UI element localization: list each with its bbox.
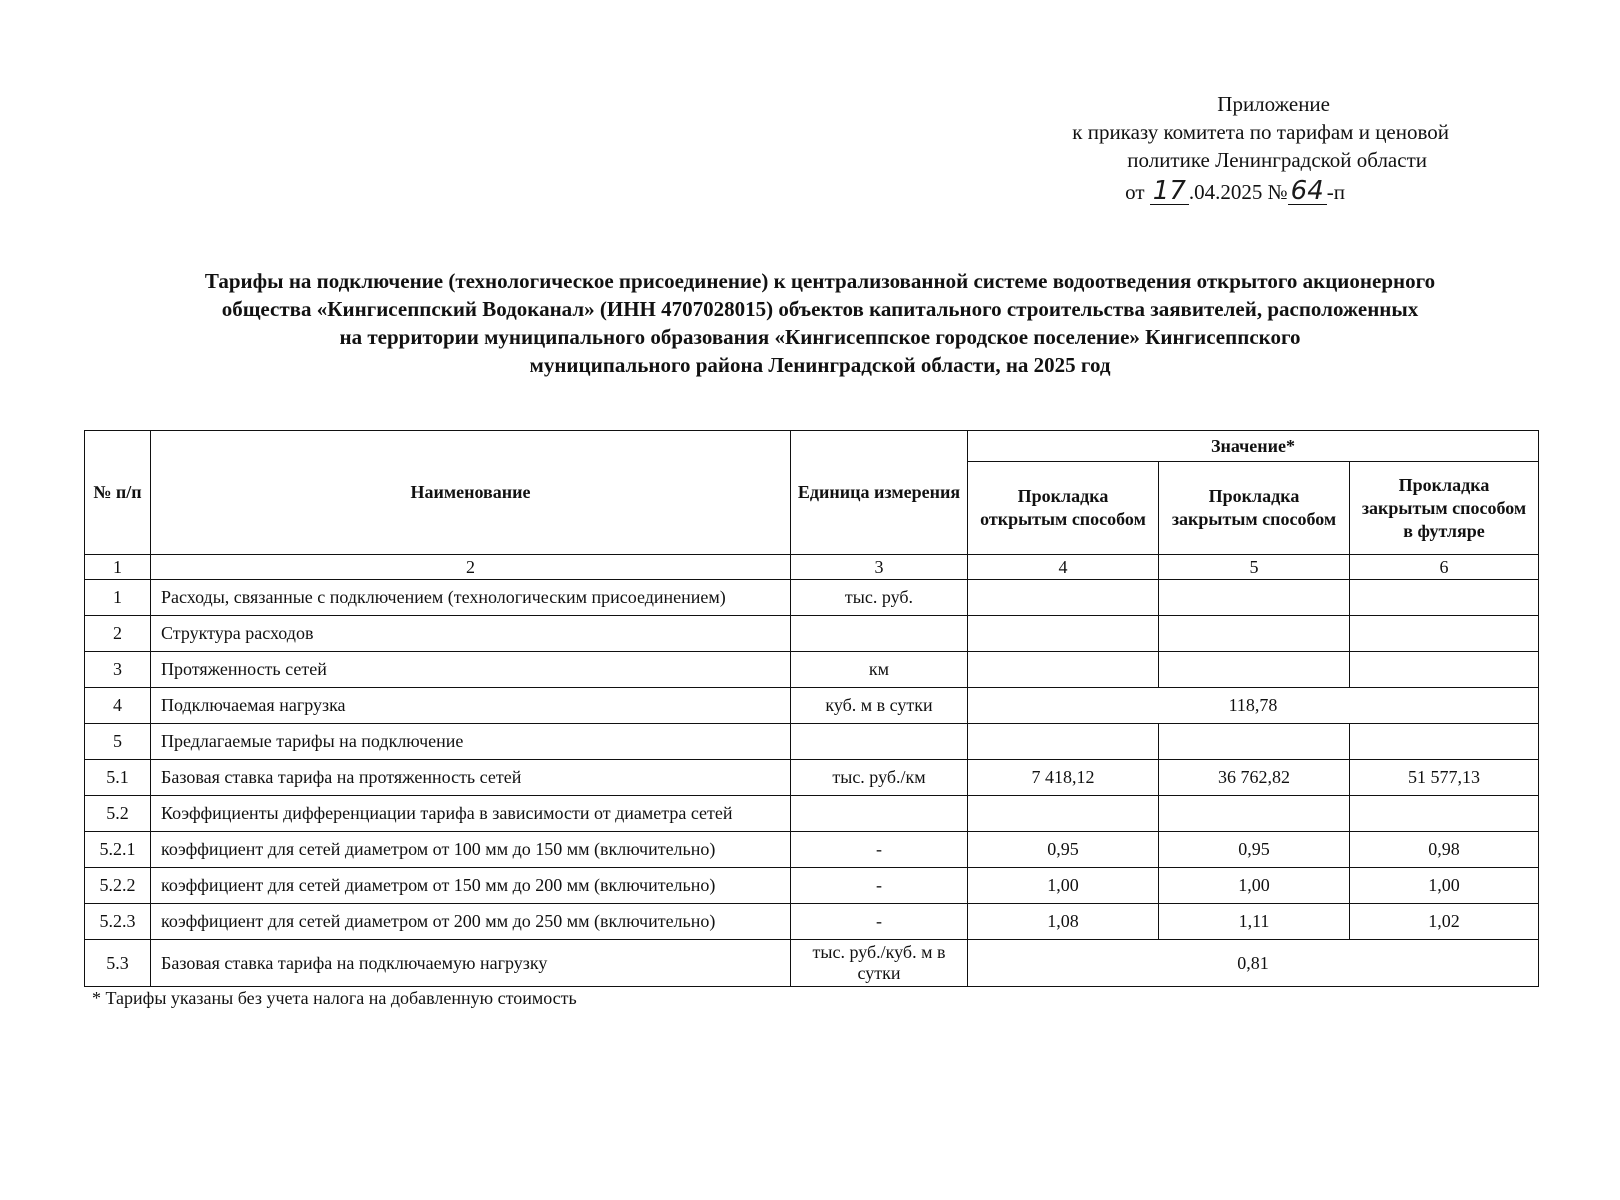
row-unit: тыс. руб.	[791, 580, 968, 616]
title-line: муниципального района Ленинградской области, на 2025 год	[529, 353, 1111, 377]
row-number: 5	[85, 724, 151, 760]
row-name: коэффициент для сетей диаметром от 100 мм до 150 мм (включительно)	[151, 832, 791, 868]
footnote: * Тарифы указаны без учета налога на добавленную стоимость	[92, 988, 577, 1008]
row-value-casing	[1350, 616, 1539, 652]
row-value-closed: 36 762,82	[1159, 760, 1350, 796]
row-name: Подключаемая нагрузка	[151, 688, 791, 724]
row-value-open: 0,95	[968, 832, 1159, 868]
row-name: Протяженность сетей	[151, 652, 791, 688]
header-unit: Единица измерения	[791, 431, 968, 555]
table-row	[85, 796, 1539, 832]
row-value-casing: 1,02	[1350, 904, 1539, 940]
column-number: 6	[1350, 555, 1539, 580]
row-number: 2	[85, 616, 151, 652]
table-row	[85, 580, 1539, 616]
row-name: Коэффициенты дифференциации тарифа в зависимости от диаметра сетей	[151, 796, 791, 832]
row-value-closed	[1159, 724, 1350, 760]
column-number: 5	[1159, 555, 1350, 580]
table-row	[85, 868, 1539, 904]
row-value-casing	[1350, 652, 1539, 688]
row-value-closed	[1159, 616, 1350, 652]
row-name: Базовая ставка тарифа на подключаемую нагрузку	[151, 940, 791, 987]
table-row	[85, 832, 1539, 868]
row-name: Базовая ставка тарифа на протяженность сетей	[151, 760, 791, 796]
row-value-casing: 51 577,13	[1350, 760, 1539, 796]
row-value-casing	[1350, 796, 1539, 832]
table-row	[85, 940, 1539, 987]
header-casing: Прокладка закрытым способом в футляре	[1350, 462, 1539, 555]
row-number: 4	[85, 688, 151, 724]
header-closed: Прокладка закрытым способом	[1159, 462, 1350, 555]
title-line: общества «Кингисеппский Водоканал» (ИНН 4707028015) объектов капитального строительства заявителей, расположенных	[221, 297, 1419, 321]
table-body	[85, 555, 1539, 987]
order-date-rest: .04.2025 №	[1188, 180, 1288, 204]
row-value-closed: 1,11	[1159, 904, 1350, 940]
document-title	[100, 267, 1540, 379]
order-number-handwritten: 64	[1288, 178, 1327, 205]
table-row	[85, 616, 1539, 652]
row-name: Расходы, связанные с подключением (технологическим присоединением)	[151, 580, 791, 616]
row-value-open	[968, 616, 1159, 652]
column-number: 4	[968, 555, 1159, 580]
column-number: 1	[85, 555, 151, 580]
row-name: коэффициент для сетей диаметром от 150 мм до 200 мм (включительно)	[151, 868, 791, 904]
row-name: коэффициент для сетей диаметром от 200 мм до 250 мм (включительно)	[151, 904, 791, 940]
row-value-open	[968, 724, 1159, 760]
row-unit	[791, 616, 968, 652]
order-date-number	[935, 178, 1455, 206]
row-value-open: 1,00	[968, 868, 1159, 904]
appendix-title: Приложение	[1217, 92, 1330, 116]
title-line: Тарифы на подключение (технологическое присоединение) к централизованной системе водоотведения открытого акционерного	[204, 269, 1436, 293]
row-number: 5.3	[85, 940, 151, 987]
row-number: 5.2.1	[85, 832, 151, 868]
column-number-row	[85, 555, 1539, 580]
row-number: 3	[85, 652, 151, 688]
appendix-committee: политике Ленинградской области	[1127, 148, 1427, 172]
row-value-casing: 1,00	[1350, 868, 1539, 904]
title-line: на территории муниципального образования «Кингисеппское городское поселение» Кингисеппского	[339, 325, 1301, 349]
row-unit: тыс. руб./км	[791, 760, 968, 796]
header-open: Прокладка открытым способом	[968, 462, 1159, 555]
row-value-open	[968, 652, 1159, 688]
row-number: 5.2.3	[85, 904, 151, 940]
row-unit	[791, 796, 968, 832]
column-number: 2	[151, 555, 791, 580]
row-value-merged: 118,78	[968, 688, 1539, 724]
row-value-casing	[1350, 724, 1539, 760]
header-num: № п/п	[85, 431, 151, 555]
row-unit: -	[791, 904, 968, 940]
row-unit: -	[791, 868, 968, 904]
row-unit: -	[791, 832, 968, 868]
column-number: 3	[791, 555, 968, 580]
row-number: 5.2	[85, 796, 151, 832]
appendix-order-ref: к приказу комитета по тарифам и ценовой	[1072, 120, 1449, 144]
row-value-casing: 0,98	[1350, 832, 1539, 868]
row-value-closed	[1159, 580, 1350, 616]
table-row	[85, 904, 1539, 940]
row-value-open: 7 418,12	[968, 760, 1159, 796]
row-name: Предлагаемые тарифы на подключение	[151, 724, 791, 760]
header-row	[85, 431, 1539, 462]
row-value-open	[968, 796, 1159, 832]
table-row	[85, 652, 1539, 688]
row-value-closed: 1,00	[1159, 868, 1350, 904]
order-suffix: -п	[1326, 180, 1345, 204]
table-row	[85, 724, 1539, 760]
table-row	[85, 760, 1539, 796]
row-value-open: 1,08	[968, 904, 1159, 940]
tariffs-table	[84, 430, 1539, 987]
appendix-block	[935, 90, 1455, 206]
row-value-casing	[1350, 580, 1539, 616]
row-value-closed	[1159, 652, 1350, 688]
row-unit: куб. м в сутки	[791, 688, 968, 724]
order-day-handwritten: 17	[1150, 178, 1189, 205]
row-value-closed	[1159, 796, 1350, 832]
header-value: Значение*	[968, 431, 1539, 462]
row-unit: км	[791, 652, 968, 688]
row-value-open	[968, 580, 1159, 616]
row-number: 5.1	[85, 760, 151, 796]
row-unit	[791, 724, 968, 760]
row-value-merged: 0,81	[968, 940, 1539, 987]
row-name: Структура расходов	[151, 616, 791, 652]
table-row	[85, 688, 1539, 724]
row-number: 1	[85, 580, 151, 616]
row-value-closed: 0,95	[1159, 832, 1350, 868]
row-unit: тыс. руб./куб. м в сутки	[791, 940, 968, 987]
order-prefix: от	[1125, 180, 1145, 204]
row-number: 5.2.2	[85, 868, 151, 904]
header-name: Наименование	[151, 431, 791, 555]
